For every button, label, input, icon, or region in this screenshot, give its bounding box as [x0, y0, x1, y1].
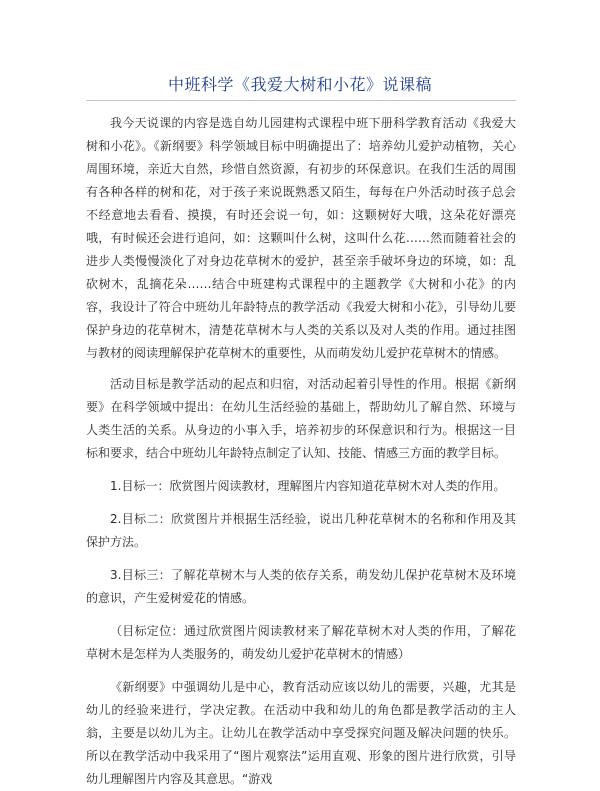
- paragraph-methods: 《新纲要》中强调幼儿是中心，教育活动应该以幼儿的需要，兴趣，尤其是幼儿的经验来进行，学决定教。在活动中我和幼儿的角色都是教学活动的主人翁，主要是以幼儿为主。让幼儿在教学活动中享受探究问题及解决问题的快乐。所以在教学活动中我采用了“图片观察法”运用直观、形象的图片进行欣赏，引导幼儿理解图片内容及其意思。“游戏: [86, 680, 516, 786]
- paragraph-objectives-basis: 活动目标是教学活动的起点和归宿，对活动起着引导性的作用。根据《新纲要》在科学领域中提出：在幼儿生活经验的基础上，帮助幼儿了解自然、环境与人类生活的关系。从身边的小事入手，培养初步的环保意识和行为。根据这一目标和要求，结合中班幼儿年龄特点制定了认知、技能、情感三方面的教学目标。: [86, 377, 516, 460]
- paragraph-objective-positioning: （目标定位：通过欣赏图片阅读教材来了解花草树木对人类的作用，了解花草树木是怎样为人类服务的，萌发幼儿爱护花草树木的情感）: [86, 624, 516, 661]
- paragraph-objective-2: 2.目标二：欣赏图片并根据生活经验，说出几种花草树木的名称和作用及其保护方法。: [86, 512, 516, 549]
- document-body: [86, 112, 516, 791]
- paragraph-intro: 我今天说课的内容是选自幼儿园建构式课程中班下册科学教育活动《我爱大树和小花》。《新纲要》科学领域目标中明确提出了：培养幼儿爱护动植物，关心周围环境，亲近大自然，珍惜自然资源，有初步的环保意识。在我们生活的周围有各种各样的树和花，对于孩子来说既熟悉又陌生，每每在户外活动时孩子总会不经意地去看看、摸摸，有时还会说一句，如：这颗树好大哦，这朵花好漂亮哦，有时候还会进行追问，如：这颗叫什么树，这叫什么花……然而随着社会的进步人类慢慢淡化了对身边花草树木的爱护，甚至亲手破坏身边的环境，如：乱砍树木，乱摘花朵……结合中班建构式课程中的主题教学《大树和小花》的内容，我设计了符合中班幼儿年龄特点的教学活动《我爱大树和小花》，引导幼儿要保护身边的花草树木，清楚花草树木与人类的关系以及对人类的作用。通过挂图与教材的阅读理解保护花草树木的重要性，从而萌发幼儿爱护花草树木的情感。: [86, 116, 516, 360]
- page-title: 中班科学《我爱大树和小花》说课稿: [167, 75, 432, 94]
- paragraph-objective-3: 3.目标三：了解花草树木与人类的依存关系，萌发幼儿保护花草树木及环境的意识，产生爱树爱花的情感。: [86, 568, 516, 605]
- title-divider: [86, 100, 516, 101]
- paragraph-objective-1: 1.目标一：欣赏图片阅读教材，理解图片内容知道花草树木对人类的作用。: [110, 479, 506, 493]
